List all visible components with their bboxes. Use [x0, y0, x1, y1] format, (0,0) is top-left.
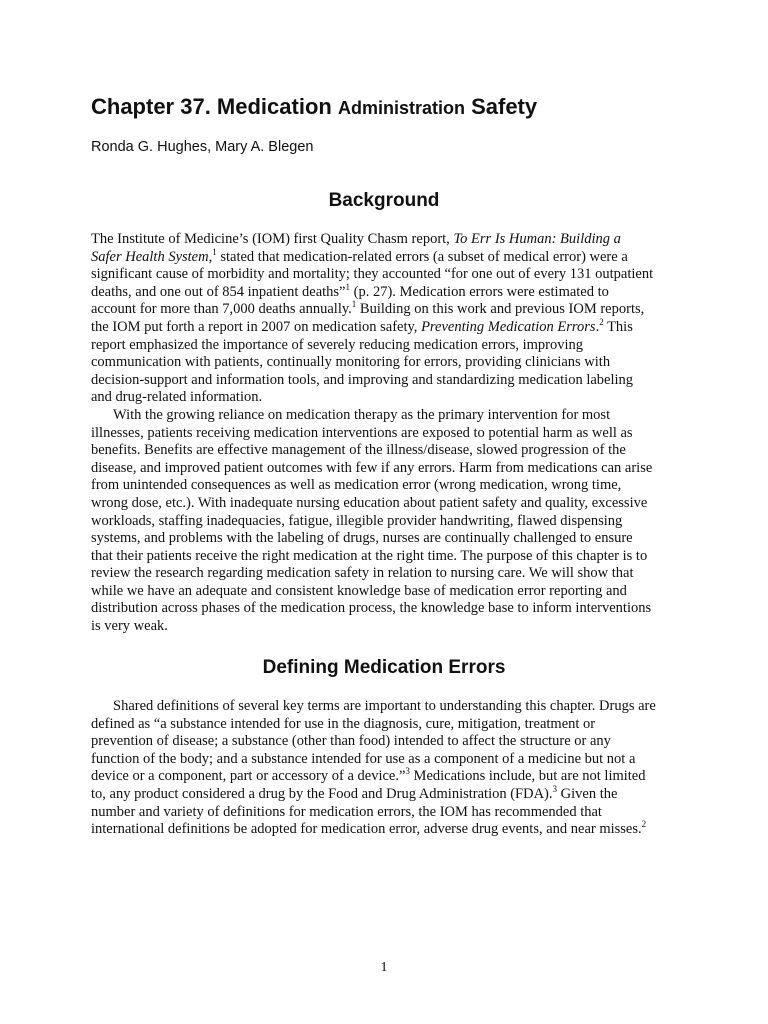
text-run: workloads, staffing inadequacies, fatigue, illegible provider handwriting, flawed dispensing [91, 512, 623, 529]
text-line [91, 600, 683, 618]
text-line [91, 460, 683, 478]
text-run: , [208, 248, 213, 265]
text-line [91, 786, 683, 804]
text-line [91, 266, 683, 284]
footnote-reference: 1 [345, 281, 350, 292]
text-run: to, any product considered a drug by the Food and Drug Administration (FDA). [91, 785, 553, 802]
text-line [91, 231, 683, 249]
text-run: . [595, 318, 600, 335]
text-run: distribution across phases of the medication process, the knowledge base to inform interventions [91, 600, 652, 617]
text-run: and drug-related information. [91, 389, 263, 406]
text-line [91, 281, 683, 302]
text-run: defined as “a substance intended for use in the diagnosis, cure, mitigation, treatment or [91, 715, 596, 732]
text-run: decision-support and information tools, and improving and standardizing medication labeling [91, 371, 634, 388]
text-run: disease, and improved patient outcomes with few if any errors. Harm from medications can arise [91, 459, 653, 476]
text-run: Shared definitions of several key terms are important to understanding this chapter. Drugs are [113, 698, 656, 714]
text-run: the IOM put forth a report in 2007 on medication safety, [91, 318, 422, 335]
text-line [91, 804, 683, 822]
text-line [91, 407, 683, 425]
section-heading-background: Background [328, 190, 440, 211]
text-line [91, 768, 683, 786]
text-line [91, 495, 683, 513]
text-run: wrong dose, etc.). With inadequate nursing education about patient safety and quality, excessive [91, 494, 648, 511]
italic-title: To Err Is Human: Building a [453, 231, 621, 247]
text-run: review the research regarding medication safety in relation to nursing care. We will show that [91, 565, 634, 582]
chapter-title-part1: Chapter 37. Medication [91, 94, 338, 119]
section-heading-defining-medication-errors: Defining Medication Errors [262, 657, 506, 678]
text-line [91, 716, 683, 734]
italic-title: Safer Health System [91, 248, 209, 265]
text-run: The Institute of Medicine’s (IOM) first Quality Chasm report, [91, 231, 454, 247]
footnote-reference: 2 [641, 819, 647, 830]
italic-title: Preventing Medication Errors [421, 318, 596, 335]
text-run: stated that medication-related errors (a subset of medical error) were a [216, 248, 628, 265]
authors-line: Ronda G. Hughes, Mary A. Blegen [91, 139, 314, 155]
chapter-title [91, 92, 537, 123]
text-line [91, 821, 683, 839]
text-line [91, 372, 683, 390]
page-number: 1 [380, 960, 388, 975]
text-run: Given the [557, 785, 618, 802]
footnote-reference: 1 [351, 299, 357, 310]
defining-medication-errors-body [91, 698, 683, 839]
text-line [91, 733, 683, 751]
text-line [91, 530, 683, 548]
text-run: deaths, and one out of 854 inpatient deaths” [91, 283, 346, 300]
text-line [91, 751, 683, 769]
text-run: account for more than 7,000 deaths annually. [91, 301, 352, 318]
text-line [91, 565, 683, 583]
text-line [91, 583, 683, 601]
text-run: significant cause of morbidity and mortality; they accounted “for one out of every 131 outpatient [91, 266, 654, 283]
footnote-reference: 2 [599, 317, 604, 328]
text-run: With the growing reliance on medication therapy as the primary intervention for most [113, 406, 611, 423]
chapter-title-part2: Administration [337, 98, 465, 118]
text-line [91, 548, 683, 566]
text-line [91, 246, 683, 267]
text-run: number and variety of definitions for medication errors, the IOM has recommended that [91, 803, 602, 820]
text-line [91, 301, 683, 319]
footnote-reference: 3 [405, 766, 410, 777]
text-run: report emphasized the importance of severely reducing medication errors, improving [91, 336, 584, 353]
footnote-reference: 3 [552, 784, 558, 795]
text-run: device or a component, part or accessory of a device.” [91, 768, 406, 785]
text-run: from unintended consequences as well as medication error (wrong medication, wrong time, [91, 477, 622, 494]
chapter-title-part3: Safety [464, 94, 538, 119]
text-line [91, 425, 683, 443]
text-run: benefits. Benefits are effective management of the illness/disease, slowed progression of the [91, 442, 626, 459]
text-run: that their patients receive the right medication at the right time. The purpose of this chapter is to [91, 547, 648, 564]
text-line [91, 618, 683, 636]
text-run: prevention of disease; a substance (other than food) intended to affect the structure or any [91, 733, 611, 750]
footnote-reference: 1 [212, 246, 217, 257]
text-run: This [603, 318, 633, 335]
text-run: Building on this work and previous IOM reports, [356, 301, 645, 318]
text-line [91, 354, 683, 372]
text-run: systems, and problems with the labeling of drugs, nurses are continually challenged to ensure [91, 530, 633, 547]
text-run: while we have an adequate and consistent knowledge base of medication error reporting and [91, 582, 627, 599]
text-line [91, 319, 683, 337]
text-line [91, 698, 683, 716]
text-run: is very weak. [91, 618, 168, 635]
text-line [91, 337, 683, 355]
text-run: illnesses, patients receiving medication interventions are exposed to potential harm as well as [91, 424, 633, 441]
text-run: (p. 27). Medication errors were estimated to [350, 283, 609, 300]
text-run: Medications include, but are not limited [409, 768, 646, 785]
text-run: international definitions be adopted for medication error, adverse drug events, and near misses. [91, 821, 642, 838]
text-line [91, 389, 683, 407]
text-line [91, 513, 683, 531]
text-line [91, 477, 683, 495]
text-run: function of the body; and a substance intended for use as a component of a medicine but not a [91, 750, 636, 767]
background-body [91, 231, 683, 636]
text-line [91, 442, 683, 460]
text-run: communication with patients, continually monitoring for errors, providing clinicians with [91, 354, 611, 371]
